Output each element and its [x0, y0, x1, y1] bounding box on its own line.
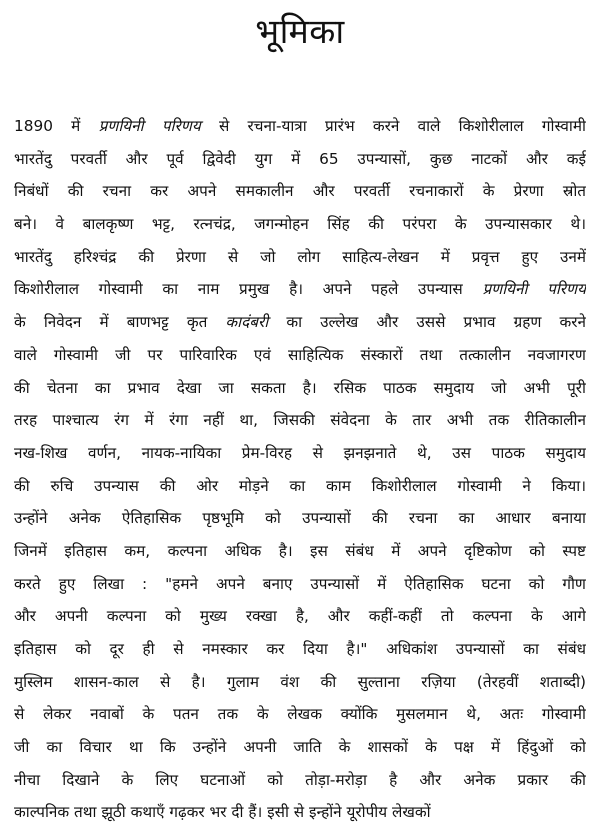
text-segment: वाले गोस्वामी जी पर पारिवारिक एवं साहित्यिक संस्कारों तथा तत्कालीन नवजागरण	[14, 345, 586, 364]
text-line	[14, 339, 586, 372]
text-segment: 1890 में	[14, 117, 99, 135]
text-line	[14, 502, 586, 535]
text-line	[14, 273, 586, 306]
text-segment: का उल्लेख और उससे प्रभाव ग्रहण करने	[268, 313, 586, 332]
text-line	[14, 600, 586, 633]
text-segment: नख-शिख वर्णन, नायक-नायिका प्रेम-विरह से झनझनाते थे, उस पाठक समुदाय	[14, 443, 586, 462]
text-segment: नीचा दिखाने के लिए घटनाओं को तोड़ा-मरोड़ा है और अनेक प्रकार की	[14, 770, 586, 789]
text-line	[14, 241, 586, 274]
text-line	[14, 764, 586, 797]
text-line	[14, 437, 586, 470]
text-segment: करते हुए लिखा : "हमने अपने बनाए उपन्यासों में ऐतिहासिक घटना को गौण	[14, 574, 586, 593]
text-segment: जिनमें इतिहास कम, कल्पना अधिक है। इस संबंध में अपने दृष्टिकोण को स्पष्ट	[14, 541, 586, 560]
text-segment: इतिहास को दूर ही से नमस्कार कर दिया है।" अधिकांश उपन्यासों का संबंध	[14, 640, 586, 658]
text-segment: और अपनी कल्पना को मुख्य रक्खा है, और कहीं-कहीं तो कल्पना के आगे	[14, 607, 586, 626]
text-segment: उन्होंने अनेक ऐतिहासिक पृष्ठभूमि को उपन्यासों की रचना का आधार बनाया	[14, 509, 586, 528]
body-text	[14, 110, 586, 829]
text-line	[14, 568, 586, 601]
text-segment: की चेतना का प्रभाव देखा जा सकता है। रसिक पाठक समुदाय जो अभी पूरी	[14, 378, 586, 397]
text-segment: तरह पाश्चात्य रंग में रंगा नहीं था, जिसकी संवेदना के तार अभी तक रीतिकालीन	[14, 411, 586, 430]
text-line	[14, 372, 586, 405]
text-line	[14, 796, 586, 829]
text-line	[14, 110, 586, 143]
text-line	[14, 404, 586, 437]
text-segment: काल्पनिक तथा झूठी कथाएँ गढ़कर भर दी हैं। इसी से इन्होंने यूरोपीय लेखकों	[14, 803, 431, 822]
text-segment: से लेकर नवाबों के पतन तक के लेखक क्योंकि मुसलमान थे, अतः गोस्वामी	[14, 705, 586, 724]
italic-title: कादंबरी	[225, 313, 269, 332]
text-segment: मुस्लिम शासन-काल से है। गुलाम वंश की सुल्ताना रज़िया (तेरहवीं शताब्दी)	[14, 672, 586, 691]
italic-title: प्रणयिनी परिणय	[482, 280, 586, 299]
text-segment: किशोरीलाल गोस्वामी का नाम प्रमुख है। अपने पहले उपन्यास	[14, 280, 483, 299]
text-line	[14, 535, 586, 568]
italic-title: प्रणयिनी परिणय	[98, 117, 201, 135]
text-segment: निबंधों की रचना कर अपने समकालीन और परवर्ती रचनाकारों के प्रेरणा स्रोत	[14, 182, 586, 201]
text-segment: भारतेंदु हरिश्चंद्र की प्रेरणा से जो लोग साहित्य-लेखन में प्रवृत्त हुए उनमें	[14, 247, 586, 266]
text-segment: की रुचि उपन्यास की ओर मोड़ने का काम किशोरीलाल गोस्वामी ने किया।	[14, 476, 586, 495]
text-segment: बने। वे बालकृष्ण भट्ट, रत्नचंद्र, जगन्मोहन सिंह की परंपरा के उपन्यासकार थे।	[14, 215, 586, 234]
text-segment: के निवेदन में बाणभट्ट कृत	[14, 313, 226, 332]
text-line	[14, 633, 586, 666]
text-segment: जी का विचार था कि उन्होंने अपनी जाति के शासकों के पक्ष में हिंदुओं को	[14, 738, 586, 757]
text-line	[14, 470, 586, 503]
text-segment: से रचना-यात्रा प्रारंभ करने वाले किशोरीलाल गोस्वामी	[200, 117, 586, 135]
text-line	[14, 666, 586, 699]
text-line	[14, 306, 586, 339]
page-title: भूमिका	[255, 12, 345, 52]
text-line	[14, 698, 586, 731]
text-segment: भारतेंदु परवर्ती और पूर्व द्विवेदी युग में 65 उपन्यासों, कुछ नाटकों और कई	[14, 149, 586, 168]
text-line	[14, 208, 586, 241]
text-line	[14, 731, 586, 764]
text-line	[14, 143, 586, 176]
text-line	[14, 175, 586, 208]
